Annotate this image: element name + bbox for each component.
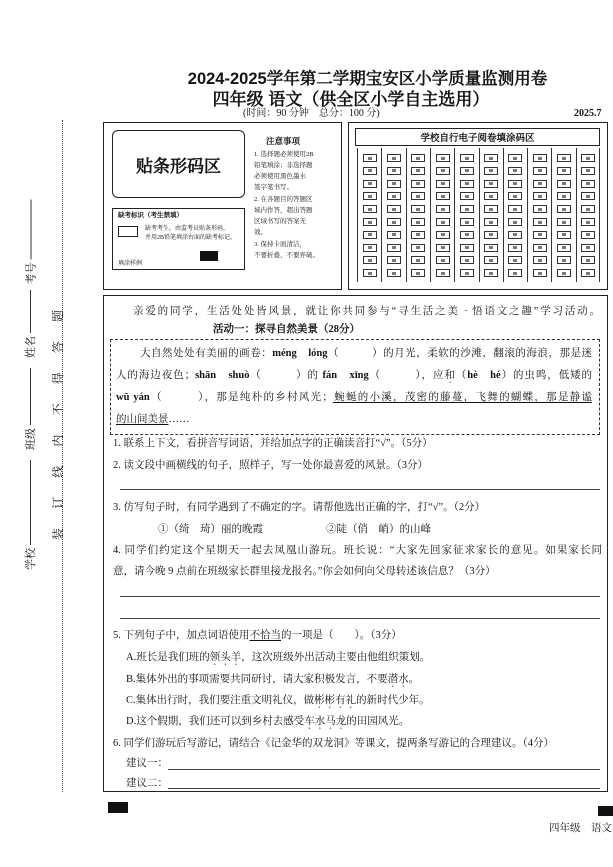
underlined-sentence: 的山间美景 <box>116 414 169 425</box>
pinyin-shanshuo: shān shuò <box>195 370 250 381</box>
activity-title: 活动一：探寻自然美景（28分） <box>213 324 360 335</box>
grid-bubble <box>460 180 474 188</box>
question-5-underlined: 不恰当 <box>249 630 281 641</box>
alignment-mark-left <box>108 802 128 813</box>
school-label: 学校 <box>25 548 37 570</box>
option-text: 的田园风光。 <box>346 716 410 727</box>
question-1: 1. 联系上下文，看拼音写词语，并给加点字的正确读音打“√”。（5分） <box>113 438 433 449</box>
grid-bubble <box>557 167 571 175</box>
dotted-phrase: 彬彬有礼 <box>314 695 357 706</box>
grid-bubble <box>460 256 474 264</box>
notice-line: 1. 选择题必须使用2B <box>254 151 314 158</box>
grid-bubble <box>460 231 474 239</box>
absent-mark-checkbox <box>118 226 138 237</box>
grid-bubble <box>460 218 474 226</box>
notice-line: 2. 在各题目的答题区 <box>254 196 313 203</box>
exam-no-line <box>30 200 31 260</box>
option-text: ，这次班级外出活动主要由他组织策划。 <box>241 652 431 663</box>
question-5-text: 5. 下列句子中，加点词语使用 <box>113 630 250 641</box>
question-3-option-1: ①（绮 琦）丽的晚霞 <box>158 524 263 535</box>
grading-code-header <box>355 128 600 146</box>
footer-label: 四年级 语文 <box>549 823 612 834</box>
grid-bubble <box>557 180 571 188</box>
suggestion-1-label: 建议一： <box>126 758 168 769</box>
grid-bubble <box>363 205 377 213</box>
question-5-text: 的一项是（ ）。（3分） <box>281 630 402 641</box>
notice-line: 3. 保持卡面清洁， <box>254 241 306 248</box>
grid-bubble <box>436 244 450 252</box>
grid-bubble <box>508 205 522 213</box>
grid-bubble <box>363 192 377 200</box>
grid-bubble <box>460 167 474 175</box>
passage-line <box>116 369 592 386</box>
grid-bubble <box>581 269 595 277</box>
grid-column <box>576 148 600 282</box>
dotted-character: 和 <box>444 370 456 381</box>
grid-bubble <box>484 167 498 175</box>
question-5 <box>113 629 402 643</box>
grid-bubble <box>533 218 547 226</box>
class-line <box>30 368 31 425</box>
grid-bubble <box>411 256 425 264</box>
passage-text: （ ）的 <box>249 370 319 381</box>
footer-label-clip <box>549 822 613 837</box>
grid-bubble <box>387 256 401 264</box>
notice-title: 注意事项 <box>266 136 301 146</box>
grid-column <box>430 148 454 282</box>
grid-bubble <box>533 231 547 239</box>
grid-bubble <box>533 180 547 188</box>
exam-no-label: 考号 <box>25 262 38 285</box>
option-d <box>126 715 409 732</box>
exam-subtitle: 四年级 语文（供全区小学自主选用） <box>212 90 490 109</box>
grid-bubble <box>460 154 474 162</box>
grid-bubble <box>363 231 377 239</box>
grid-bubble <box>363 256 377 264</box>
dotted-phrase: 潜水 <box>387 674 409 685</box>
grid-bubble <box>533 154 547 162</box>
absent-mark-text: 缺考考生，由监考员贴条形码， <box>145 226 230 232</box>
suggestion-2-line <box>168 788 600 789</box>
grid-bubble <box>533 269 547 277</box>
grid-bubble <box>363 244 377 252</box>
notice-line: 域内作答，超出答题 <box>254 207 313 214</box>
grid-column <box>357 148 381 282</box>
grid-bubble <box>387 192 401 200</box>
grid-bubble <box>508 154 522 162</box>
grid-bubble <box>411 218 425 226</box>
question-2: 2. 读文段中画横线的句子，照样子，写一处你最喜爱的风景。（3分） <box>113 460 428 471</box>
grid-bubble <box>557 218 571 226</box>
grid-bubble <box>436 205 450 213</box>
school-line <box>30 460 31 545</box>
barcode-label: 贴条形码区 <box>136 156 221 176</box>
grid-bubble <box>508 269 522 277</box>
grid-bubble <box>436 231 450 239</box>
time-info: (时间：90 分钟 总分：100 分) <box>243 108 380 119</box>
question-4-line-1: 4. 同学们约定这个星期天一起去凤凰山游玩。班长说：“大家先回家征求家长的意见。如果家长同 <box>113 545 602 556</box>
grid-bubble <box>533 192 547 200</box>
grid-column <box>454 148 478 282</box>
notice-line: 必须使用黑色墨水 <box>254 173 306 180</box>
passage-text: ）的虫鸣，低矮的 <box>500 370 592 381</box>
option-text: 。 <box>408 674 420 685</box>
option-c <box>126 694 430 711</box>
grid-bubble <box>387 205 401 213</box>
grid-bubble <box>581 167 595 175</box>
pinyin-menglong: méng lóng <box>272 348 328 359</box>
grid-bubble <box>581 218 595 226</box>
grid-bubble <box>436 269 450 277</box>
grid-bubble <box>411 205 425 213</box>
barcode-box <box>112 130 245 198</box>
grid-bubble <box>387 180 401 188</box>
grid-column <box>527 148 551 282</box>
grid-bubble <box>460 244 474 252</box>
dotted-phrase: 领头羊 <box>209 652 242 663</box>
class-field <box>22 368 38 450</box>
grid-bubble <box>533 167 547 175</box>
pinyin-wuyan: wū yán <box>116 392 150 403</box>
notice-line: 区域书写的答案无 <box>254 218 306 225</box>
name-field <box>22 290 38 358</box>
grid-column <box>479 148 503 282</box>
intro-text: 亲爱的同学，生活处处皆风景，就让你共同参与“寻生活之美 · 悟语文之趣”学习活动。 <box>133 306 600 317</box>
grid-bubble <box>436 180 450 188</box>
grid-bubble <box>484 205 498 213</box>
notice-line: 铅笔填涂；非选择题 <box>254 162 313 169</box>
pinyin-fanxing: fán xīng <box>322 370 369 381</box>
passage-line <box>116 391 592 408</box>
grid-bubble <box>387 167 401 175</box>
question-3-option-2: ②陡（俏 峭）的山峰 <box>326 524 431 535</box>
grid-bubble <box>581 180 595 188</box>
class-label: 班级 <box>25 428 37 450</box>
grid-bubble <box>557 231 571 239</box>
passage-text: （ ）的月光，柔软的沙滩，翻滚的海浪，那是迷 <box>327 348 592 359</box>
grading-code-title: 学校自行电子阅卷填涂码区 <box>420 133 535 144</box>
grid-bubble <box>411 180 425 188</box>
grid-bubble <box>363 180 377 188</box>
passage-text: …… <box>168 414 190 425</box>
grid-bubble <box>460 269 474 277</box>
grid-bubble <box>581 231 595 239</box>
passage-line <box>116 413 190 427</box>
question-3: 3. 仿写句子时，有同学遇到了不确定的字。请帮他选出正确的字，打“√”。（2分） <box>113 502 486 513</box>
grid-bubble <box>411 192 425 200</box>
option-a <box>126 651 430 668</box>
grid-bubble <box>363 269 377 277</box>
grid-bubble <box>436 256 450 264</box>
notice-line: 不要折叠、不要弄破。 <box>254 252 319 259</box>
grid-bubble <box>436 192 450 200</box>
grid-bubble <box>581 256 595 264</box>
grid-bubble <box>508 231 522 239</box>
grid-bubble <box>557 205 571 213</box>
grid-bubble <box>363 167 377 175</box>
grid-bubble <box>387 269 401 277</box>
grid-bubble <box>411 269 425 277</box>
grid-bubble <box>436 154 450 162</box>
grid-bubble <box>533 256 547 264</box>
grid-bubble <box>581 205 595 213</box>
suggestion-1-line <box>168 769 600 770</box>
grid-bubble <box>460 192 474 200</box>
absent-mark-text: 并用2B铅笔填涂右面的缺考标记。 <box>145 235 237 241</box>
dotted-phrase: 车水马龙 <box>304 716 347 727</box>
grid-bubble <box>436 218 450 226</box>
grid-bubble <box>436 167 450 175</box>
grid-bubble <box>460 205 474 213</box>
school-field <box>22 460 38 570</box>
grid-bubble <box>508 192 522 200</box>
name-label: 姓名 <box>25 336 37 358</box>
grid-bubble <box>557 154 571 162</box>
grid-bubble <box>508 167 522 175</box>
grid-bubble <box>411 244 425 252</box>
grid-bubble <box>508 244 522 252</box>
grid-bubble <box>484 192 498 200</box>
passage-text: （ ），那是纯朴的乡村风光； <box>149 392 333 403</box>
underlined-sentence: 蜿蜒的小溪，茂密的藤蔓，飞舞的蝴蝶，那是静谧 <box>332 392 592 403</box>
grid-bubble <box>387 154 401 162</box>
filled-mark-sample <box>200 251 218 261</box>
grid-bubble <box>484 269 498 277</box>
option-text: D.这个假期，我们还可以到乡村去感受 <box>126 716 305 727</box>
option-text: 的新时代少年。 <box>356 695 430 706</box>
grid-bubble <box>411 167 425 175</box>
grid-bubble <box>557 256 571 264</box>
grid-column <box>406 148 430 282</box>
absent-mark-title: 缺考标识（考生禁填） <box>118 212 183 219</box>
fill-sample-label: 填涂样例 <box>118 261 143 267</box>
grid-bubble <box>484 256 498 264</box>
grid-bubble <box>387 218 401 226</box>
grid-bubble <box>581 192 595 200</box>
exam-no-field <box>23 200 39 285</box>
grid-column <box>381 148 405 282</box>
grid-bubble <box>387 231 401 239</box>
notice-line: 效。 <box>254 229 267 236</box>
grid-bubble <box>484 244 498 252</box>
answer-line <box>120 489 600 490</box>
grid-bubble <box>557 192 571 200</box>
grid-bubble <box>363 218 377 226</box>
grid-bubble <box>484 180 498 188</box>
pinyin-he-options: hè hé <box>467 370 501 381</box>
exam-date: 2025.7 <box>574 108 602 119</box>
exam-title: 2024-2025学年第二学期宝安区小学质量监测用卷 <box>187 70 548 88</box>
grid-bubble <box>363 154 377 162</box>
answer-grid <box>357 148 600 282</box>
grid-bubble <box>557 269 571 277</box>
grid-bubble <box>581 154 595 162</box>
question-4-line-2: 意，请今晚 9 点前在班级家长群里接龙报名。”你会如何向父母转述该信息？（3分） <box>113 566 496 577</box>
passage-text: （ <box>455 370 468 381</box>
notice-line: 签字笔书写。 <box>254 184 293 191</box>
answer-line <box>120 618 600 619</box>
name-line <box>30 290 31 333</box>
alignment-mark-right <box>598 806 613 816</box>
option-text: A.班长是我们班的 <box>126 652 210 663</box>
grid-bubble <box>484 154 498 162</box>
passage-text: 大自然处处有美丽的画卷： <box>140 348 273 359</box>
grid-bubble <box>484 218 498 226</box>
passage-text: 人的海边夜色； <box>116 370 196 381</box>
grid-bubble <box>581 244 595 252</box>
grid-bubble <box>508 256 522 264</box>
option-text: C.集体出行时，我们要注重文明礼仪，做 <box>126 695 315 706</box>
binding-warning: 装订线内不得答题 <box>51 310 65 540</box>
grid-bubble <box>484 231 498 239</box>
grid-bubble <box>508 218 522 226</box>
grid-bubble <box>533 244 547 252</box>
option-text: B.集体外出的事项需要共同研讨，请大家积极发言，不要 <box>126 674 388 685</box>
option-b <box>126 673 419 690</box>
passage-line <box>140 347 592 364</box>
suggestion-2-label: 建议二： <box>126 778 168 789</box>
answer-line <box>120 596 600 597</box>
grid-bubble <box>387 244 401 252</box>
grid-bubble <box>557 244 571 252</box>
grid-bubble <box>508 180 522 188</box>
grid-column <box>551 148 575 282</box>
grid-column <box>503 148 527 282</box>
question-6: 6. 同学们游玩后写游记，请结合《记金华的双龙洞》等课文，提两条写游记的合理建议。（4分） <box>113 738 554 749</box>
grid-bubble <box>411 231 425 239</box>
passage-text: （ ），应 <box>368 370 445 381</box>
grid-bubble <box>533 205 547 213</box>
grid-bubble <box>411 154 425 162</box>
